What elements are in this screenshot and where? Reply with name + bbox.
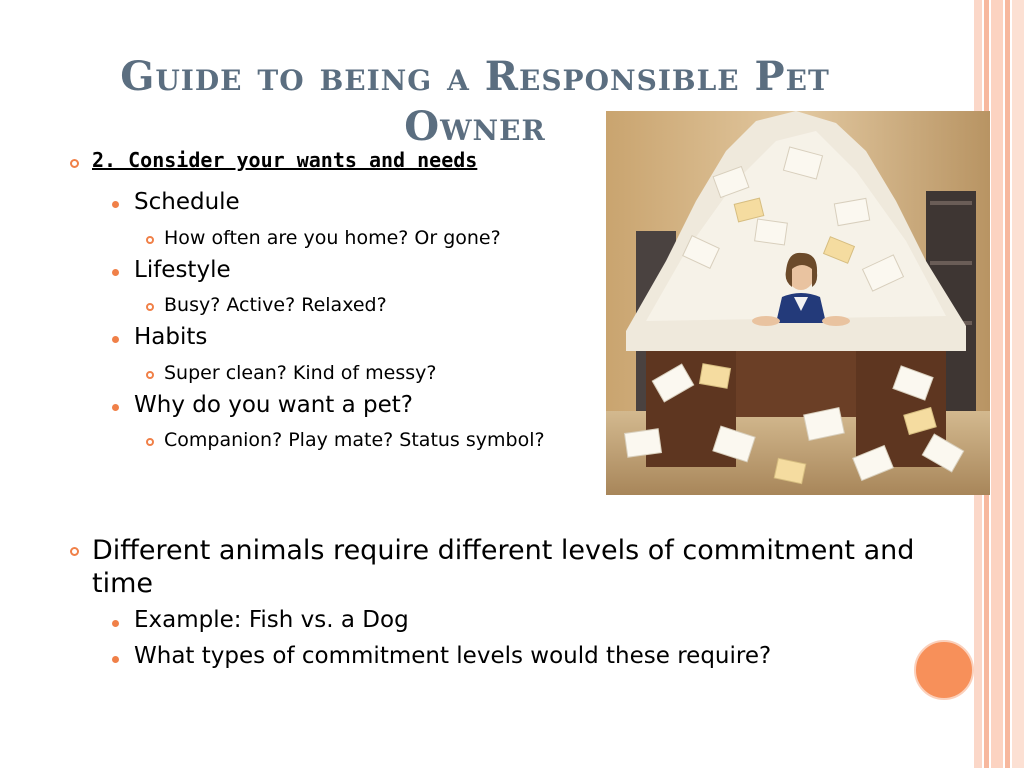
item-schedule: Schedule: [134, 189, 240, 215]
bullet-dot-icon: [112, 201, 119, 208]
bullet-dot-icon: [112, 404, 119, 411]
detail-lifestyle: Busy? Active? Relaxed?: [164, 294, 387, 316]
detail-why-pet: Companion? Play mate? Status symbol?: [164, 429, 545, 451]
decorative-circle: [914, 640, 974, 700]
bullet-ring-icon: [146, 303, 154, 311]
bullet-ring-icon: [146, 236, 154, 244]
item-commitment-question: What types of commitment levels would these require?: [134, 643, 772, 669]
bullet-ring-icon: [146, 438, 154, 446]
item-lifestyle: Lifestyle: [134, 257, 231, 283]
bullet-dot-icon: [112, 620, 119, 627]
bullet-ring-icon: [70, 547, 79, 556]
section2-heading: Different animals require different levels of commitment and time: [92, 535, 915, 599]
paperwork-photo: [606, 111, 990, 495]
bullet-dot-icon: [112, 269, 119, 276]
section1-heading: 2. Consider your wants and needs: [92, 148, 478, 172]
item-example: Example: Fish vs. a Dog: [134, 607, 409, 633]
bullet-ring-icon: [70, 159, 79, 168]
item-why-pet: Why do you want a pet?: [134, 392, 413, 418]
slide-title: Guide to being a Responsible Pet Owner: [120, 53, 830, 150]
bullet-dot-icon: [112, 656, 119, 663]
detail-habits: Super clean? Kind of messy?: [164, 362, 437, 384]
item-habits: Habits: [134, 324, 208, 350]
bullet-ring-icon: [146, 371, 154, 379]
detail-schedule: How often are you home? Or gone?: [164, 227, 501, 249]
bullet-dot-icon: [112, 336, 119, 343]
